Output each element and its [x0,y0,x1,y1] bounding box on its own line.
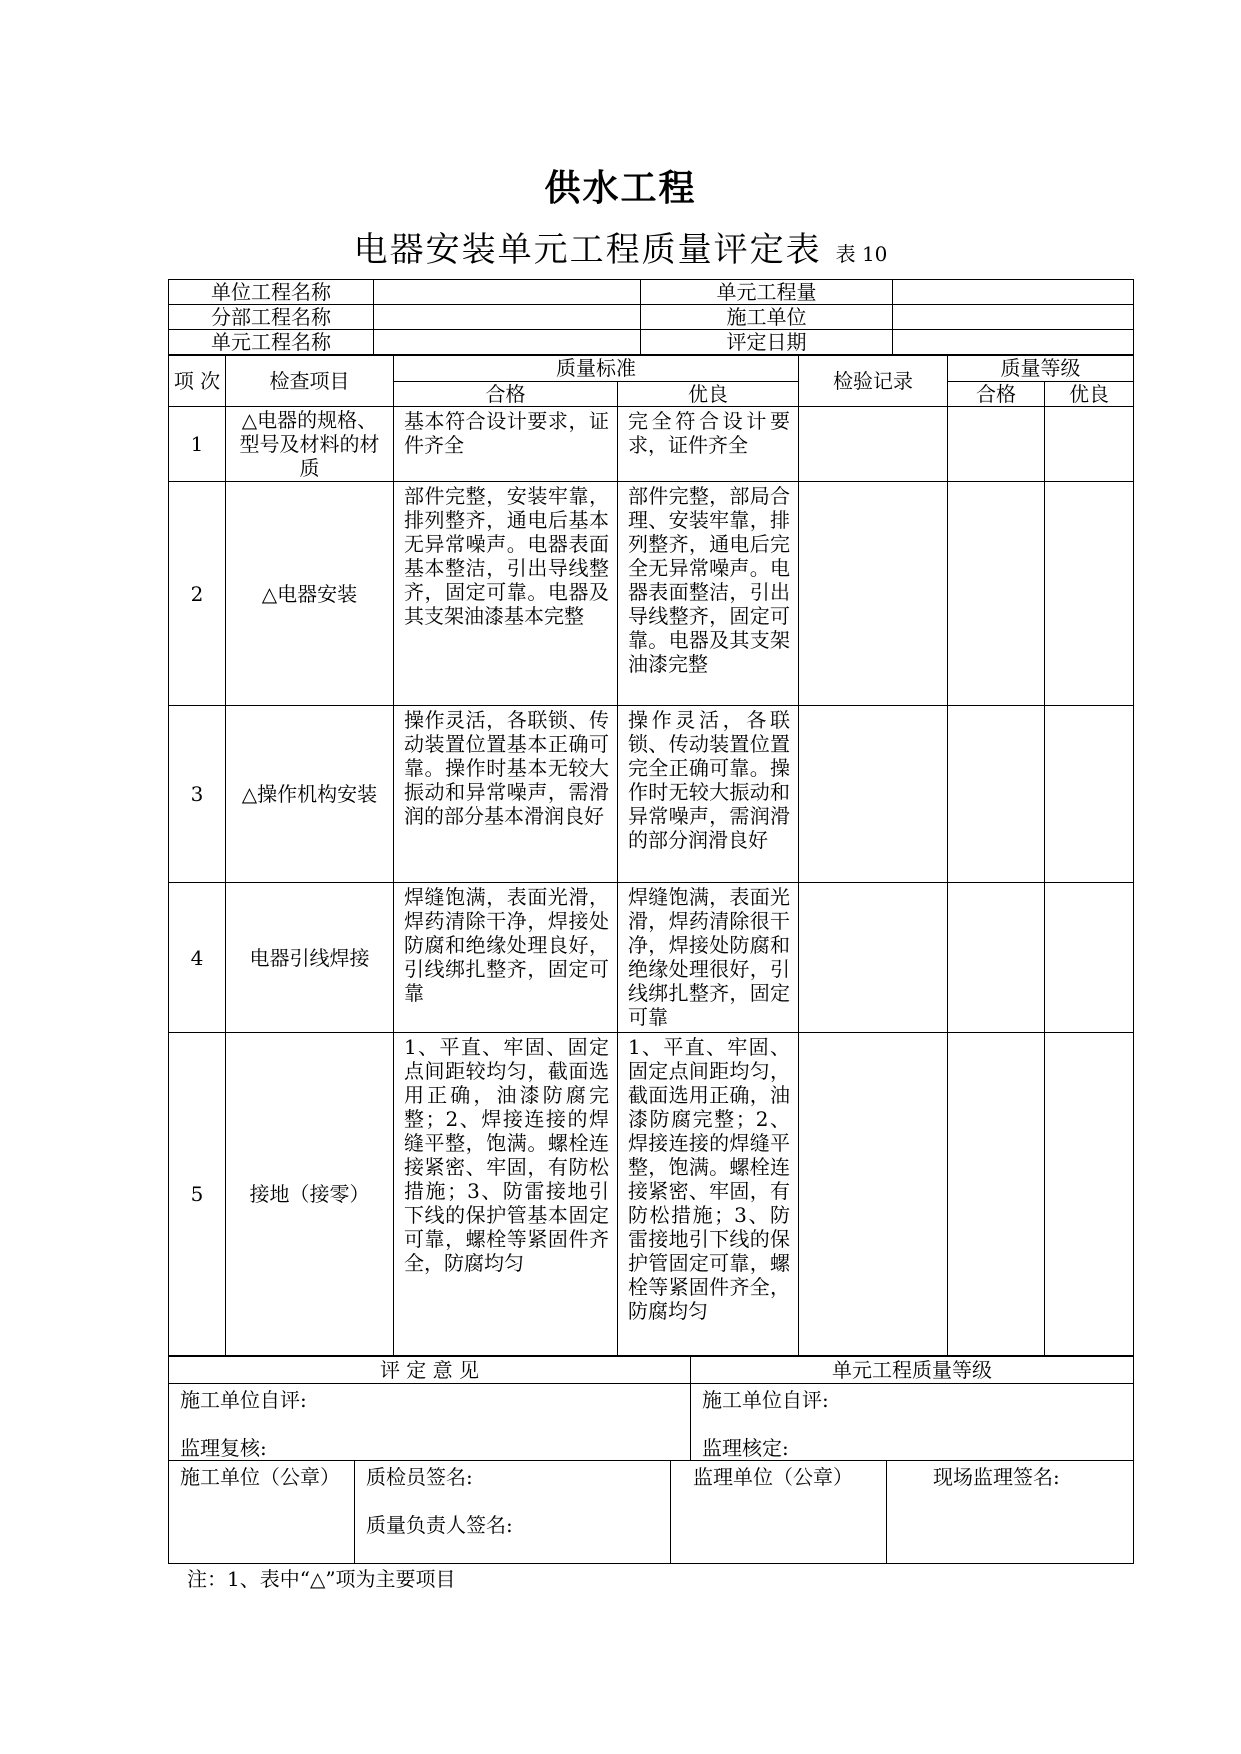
col-grade-pass: 合格 [948,381,1045,407]
supervision-seal-label: 监理单位（公章） [693,1465,853,1489]
row-inspection-record[interactable] [799,407,948,482]
inspector-sign-cell[interactable] [355,1461,671,1564]
inspection-table [168,355,1134,1356]
row-check-item: 电器引线焊接 [226,883,394,1033]
row-pass-standard: 1、平直、牢固、固定点间距较均匀，截面选用正确，油漆防腐完整；2、焊接连接的焊缝平整，饱满。螺栓连接紧密、牢固，有防松措施；3、防雷接地引下线的保护管基本固定可靠，螺栓等紧固件齐全，防腐均匀 [394,1033,618,1356]
col-pass: 合格 [394,381,618,407]
table-row [169,1033,1134,1356]
row-no: 1 [169,407,226,482]
unit-project-name-label: 单位工程名称 [169,280,374,305]
col-quality-grade: 质量等级 [948,356,1134,382]
site-supervisor-sign-label: 现场监理签名: [933,1465,1060,1489]
row-check-item: △电器安装 [226,482,394,706]
col-item-no: 项 次 [169,356,226,407]
row-pass-standard: 操作灵活，各联锁、传动装置位置基本正确可靠。操作时基本无较大振动和异常噪声，需滑润的部分基本滑润良好 [394,706,618,883]
supervision-seal-cell[interactable] [671,1461,887,1564]
row-grade-excellent[interactable] [1045,706,1134,883]
construction-unit-value[interactable] [893,305,1134,330]
evaluation-table [168,1356,1134,1461]
table-row [169,706,1134,883]
row-check-item: 接地（接零） [226,1033,394,1356]
row-pass-standard: 焊缝饱满，表面光滑，焊药清除干净，焊接处防腐和绝缘处理良好，引线绑扎整齐，固定可靠 [394,883,618,1033]
sub-project-name-label: 分部工程名称 [169,305,374,330]
row-grade-pass[interactable] [948,883,1045,1033]
quality-manager-sign-label: 质量负责人签名: [366,1513,513,1537]
row-no: 4 [169,883,226,1033]
construction-unit-label: 施工单位 [641,305,893,330]
table-row [169,407,1134,482]
signature-table [168,1460,1134,1564]
table-row [169,482,1134,706]
element-project-name-label: 单元工程名称 [169,330,374,355]
row-grade-excellent[interactable] [1045,482,1134,706]
col-check-item: 检查项目 [226,356,394,407]
document-title: 供水工程 [544,167,697,209]
col-excellent: 优良 [618,381,799,407]
footnote: 注：1、表中“△”项为主要项目 [187,1567,456,1591]
inspector-sign-label: 质检员签名: [366,1465,473,1489]
row-no: 2 [169,482,226,706]
row-grade-pass[interactable] [948,706,1045,883]
row-grade-pass[interactable] [948,407,1045,482]
row-grade-pass[interactable] [948,1033,1045,1356]
construction-seal-label: 施工单位（公章） [180,1465,340,1489]
row-inspection-record[interactable] [799,706,948,883]
row-excellent-standard: 操作灵活，各联锁、传动装置位置完全正确可靠。操作时无较大振动和异常噪声，需润滑的部分润滑良好 [618,706,799,883]
info-table [168,279,1134,355]
col-inspection-record: 检验记录 [799,356,948,407]
row-check-item: △电器的规格、型号及材料的材质 [226,407,394,482]
table-row [169,883,1134,1033]
col-quality-standard: 质量标准 [394,356,799,382]
row-pass-standard: 基本符合设计要求，证件齐全 [394,407,618,482]
sub-project-name-value[interactable] [374,305,641,330]
element-project-name-value[interactable] [374,330,641,355]
row-no: 5 [169,1033,226,1356]
row-inspection-record[interactable] [799,482,948,706]
supervision-verify-label: 监理核定: [702,1436,789,1460]
unit-project-name-value[interactable] [374,280,641,305]
eval-date-label: 评定日期 [641,330,893,355]
grade-cell[interactable] [691,1384,1134,1461]
row-grade-excellent[interactable] [1045,1033,1134,1356]
row-grade-pass[interactable] [948,482,1045,706]
row-check-item: △操作机构安装 [226,706,394,883]
eval-date-value[interactable] [893,330,1134,355]
row-grade-excellent[interactable] [1045,407,1134,482]
row-inspection-record[interactable] [799,883,948,1033]
opinion-cell[interactable] [169,1384,691,1461]
self-eval-left-label: 施工单位自评: [180,1388,307,1412]
row-excellent-standard: 1、平直、牢固、固定点间距均匀，截面选用正确，油漆防腐完整；2、焊接连接的焊缝平整，饱满。螺栓连接紧密、牢固，有防松措施；3、防雷接地引下线的保护管固定可靠，螺栓等紧固件齐全，防腐均匀 [618,1033,799,1356]
supervision-review-label: 监理复核: [180,1436,267,1460]
site-supervisor-sign-cell[interactable] [887,1461,1134,1564]
row-inspection-record[interactable] [799,1033,948,1356]
row-pass-standard: 部件完整，安装牢靠，排列整齐，通电后基本无异常噪声。电器表面基本整洁，引出导线整齐，固定可靠。电器及其支架油漆基本完整 [394,482,618,706]
row-excellent-standard: 完全符合设计要求，证件齐全 [618,407,799,482]
self-eval-right-label: 施工单位自评: [702,1388,829,1412]
col-grade-excellent: 优良 [1045,381,1134,407]
row-excellent-standard: 部件完整，部局合理、安装牢靠，排列整齐，通电后完全无异常噪声。电器表面整洁，引出导线整齐，固定可靠。电器及其支架油漆完整 [618,482,799,706]
row-grade-excellent[interactable] [1045,883,1134,1033]
row-excellent-standard: 焊缝饱满，表面光滑，焊药清除很干净，焊接处防腐和绝缘处理很好，引线绑扎整齐，固定可靠 [618,883,799,1033]
grade-header: 单元工程质量等级 [691,1357,1134,1384]
element-quantity-value[interactable] [893,280,1134,305]
form-subtitle: 电器安装单元工程质量评定表 [353,230,822,270]
form-title [0,222,1241,271]
row-no: 3 [169,706,226,883]
element-quantity-label: 单元工程量 [641,280,893,305]
table-number: 表 10 [835,242,888,266]
construction-seal-cell[interactable] [169,1461,355,1564]
opinion-header: 评 定 意 见 [169,1357,691,1384]
